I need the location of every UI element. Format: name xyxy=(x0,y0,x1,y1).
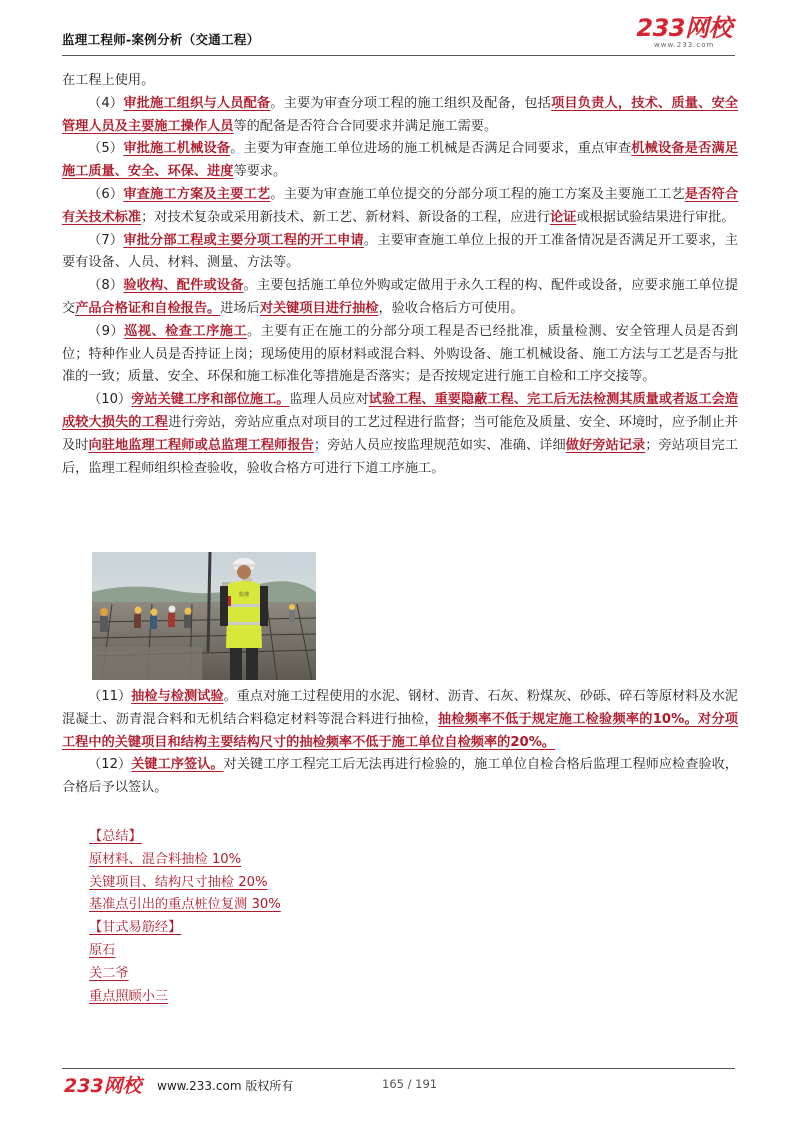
header-divider xyxy=(62,55,735,56)
photo-illustration xyxy=(92,552,316,680)
keyword: 试验工程、重要隐蔽工程、完工后无法检测其质量或者返工会造成较大损失的工程 xyxy=(62,392,739,430)
paragraph-7: （7）审批分部工程或主要分项工程的开工申请。主要审查施工单位上报的开工准备情况是否满足开工要求，主要有设备、人员、材料、测量、方法等。 xyxy=(62,232,739,271)
paragraph-5: （5）审批施工机械设备。主要为审查施工单位进场的施工机械是否满足合同要求，重点审查机械设备是否满足施工质量、安全、环保、进度等要求。 xyxy=(62,141,739,180)
paragraph-9: （9）巡视、检查工序施工。主要有正在施工的分部分项工程是否已经批准，质量检测、安全管理人员是否到位；特种作业人员是否持证上岗；现场使用的原材料或混合料、外购设备、施工机械设备、施工方法与工艺是否与批准的一致；质量、安全、环保和施工标准化等措施是否落实；是否按规定进行施工自检和工序交接等。 xyxy=(62,323,739,385)
keyword: 对关键项目进行抽检 xyxy=(259,300,379,316)
paragraph-8: （8）验收构、配件或设备。主要包括施工单位外购或定做用于永久工程的构、配件或设备，应要求施工单位提交产品合格证和自检报告。进场后对关键项目进行抽检，验收合格后方可使用。 xyxy=(62,278,739,316)
page-number: 165 / 191 xyxy=(382,1077,438,1091)
keyword: 关键工序签认。 xyxy=(131,757,224,773)
summary-list xyxy=(89,826,281,1008)
paragraph-10: （10）旁站关键工序和部位施工。监理人员应对试验工程、重要隐蔽工程、完工后无法检测其质量或者返工会造成较大损失的工程进行旁站，旁站应重点对项目的工艺过程进行监督；当可能危及质量、安全、环境时，应予制止并及时向驻地监理工程师或总监理工程师报告；旁站人员应按监理规范如实、准确、详细做好旁站记录；旁站项目完工后，监理工程师组织检查验收，验收合格方可进行下道工序施工。 xyxy=(62,392,739,476)
keyword: 论证 xyxy=(549,209,577,225)
keyword: 做好旁站记录 xyxy=(565,437,646,453)
paragraph-6: （6）审查施工方案及主要工艺。主要为审查施工单位提交的分部分项工程的施工方案及主要施工工艺是否符合有关技术标准；对技术复杂或采用新技术、新工艺、新材料、新设备的工程，应进行论证或根据试验结果进行审批。 xyxy=(62,186,739,225)
document-body-continued xyxy=(62,686,738,800)
keyword: 审批分部工程或主要分项工程的开工申请 xyxy=(123,232,364,248)
keyword: 抽检与检测试验 xyxy=(131,689,224,704)
footer-divider xyxy=(62,1068,735,1069)
paragraph-11: （11）抽检与检测试验。重点对施工过程使用的水泥、钢材、沥青、石灰、粉煤灰、砂砾、碎石等原材料及水泥混凝土、沥青混合料和无机结合料稳定材料等混合料进行抽检，抽检频率不低于规定施工检验频率的10%。对分项工程中的关键项目和结构主要结构尺寸的抽检频率不低于施工单位自检频率的20%。 xyxy=(62,689,738,750)
keyword: 验收构、配件或设备 xyxy=(123,278,244,294)
mnemonic-item: 原石 xyxy=(89,942,116,958)
keyword: 抽检频率不低于规定施工检验频率的10%。对分项工程中的关键项目和结构主要结构尺寸的抽检频率不低于施工单位自检频率的20%。 xyxy=(62,711,738,750)
keyword: 旁站关键工序和部位施工。 xyxy=(131,392,290,408)
logo-subtext: www.233.com xyxy=(654,41,715,49)
summary-item: 原材料、混合料抽检 10% xyxy=(89,851,242,867)
keyword: 项目负责人，技术、质量、安全管理人员及主要施工操作人员 xyxy=(62,95,739,134)
mnemonic-item: 关二爷 xyxy=(89,965,129,981)
keyword: 巡视、检查工序施工 xyxy=(124,323,248,339)
footer-logo: 233网校 xyxy=(64,1075,142,1097)
keyword: 审查施工方案及主要工艺 xyxy=(123,186,271,202)
brand-logo xyxy=(636,16,732,49)
vest-text: 监理 xyxy=(239,592,250,598)
keyword: 审批施工组织与人员配备 xyxy=(123,95,271,111)
keyword: 审批施工机械设备 xyxy=(123,141,231,157)
paragraph-4: （4）审批施工组织与人员配备。主要为审查分项工程的施工组织及配备，包括项目负责人，技术、质量、安全管理人员及主要施工操作人员等的配备是否符合合同要求并满足施工需要。 xyxy=(62,95,739,134)
construction-site-photo xyxy=(92,552,316,680)
paragraph-continuation: 在工程上使用。 xyxy=(62,73,155,88)
keyword: 是否符合有关技术标准 xyxy=(62,186,739,225)
logo-text: 233网校 xyxy=(636,14,732,42)
keyword: 向驻地监理工程师或总监理工程师报告 xyxy=(88,437,314,453)
summary-item: 基准点引出的重点桩位复测 30% xyxy=(89,897,281,913)
document-body xyxy=(62,70,738,480)
mnemonic-heading: 【甘式易筋经】 xyxy=(89,920,182,936)
summary-heading: 【总结】 xyxy=(89,829,142,844)
keyword: 机械设备是否满足施工质量、安全、环保、进度 xyxy=(62,141,739,180)
mnemonic-item: 重点照顾小三 xyxy=(89,988,169,1004)
keyword: 产品合格证和自检报告。 xyxy=(75,300,221,316)
document-header-title: 监理工程师-案例分析（交通工程） xyxy=(62,32,260,47)
paragraph-12: （12）关键工序签认。对关键工序工程完工后无法再进行检验的，施工单位自检合格后监理工程师应检查验收，合格后予以签认。 xyxy=(62,757,738,796)
summary-item: 关键项目、结构尺寸抽检 20% xyxy=(89,874,268,890)
footer-copyright: www.233.com 版权所有 xyxy=(157,1079,294,1093)
